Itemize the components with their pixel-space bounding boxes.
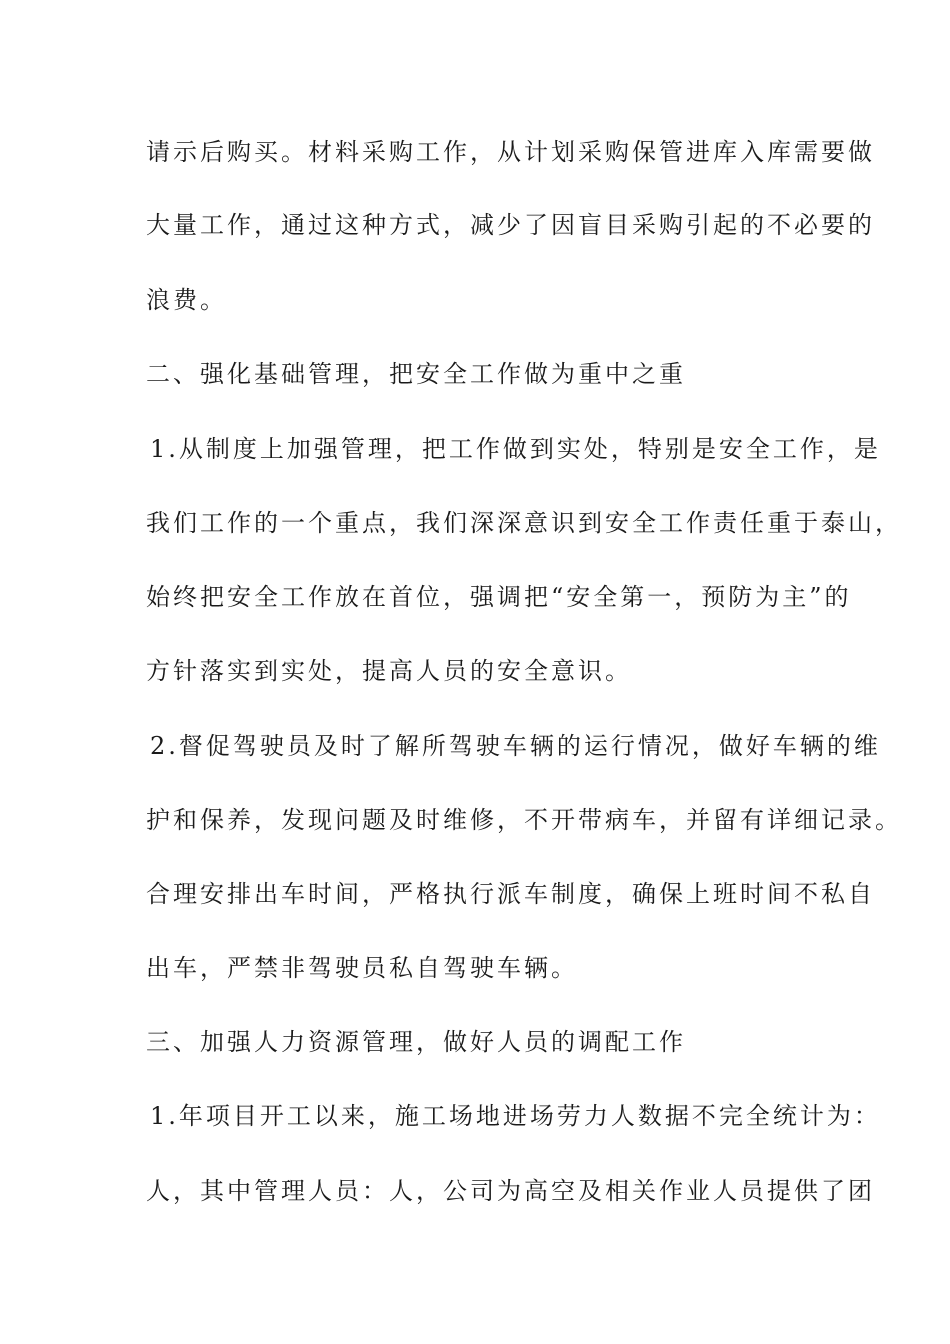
- text-line-10: 护和保养，发现问题及时维修，不开带病车，并留有详细记录。: [146, 806, 902, 834]
- text-line-6: 我们工作的一个重点，我们深深意识到安全工作责任重于泰山，: [146, 509, 902, 537]
- text-line-7: 始终把安全工作放在首位，强调把“安全第一，预防为主”的: [146, 583, 852, 611]
- text-line-3: 浪费。: [146, 286, 227, 314]
- text-line-9: 2.督促驾驶员及时了解所驾驶车辆的运行情况，做好车辆的维: [150, 732, 881, 760]
- text-line-12: 出车，严禁非驾驶员私自驾驶车辆。: [146, 954, 578, 982]
- text-line-2: 大量工作，通过这种方式，减少了因盲目采购引起的不必要的: [146, 211, 875, 239]
- text-line-14: 1.年项目开工以来，施工场地进场劳力人数据不完全统计为：: [150, 1102, 881, 1130]
- section-heading-3: 三、加强人力资源管理，做好人员的调配工作: [146, 1028, 686, 1056]
- text-line-15: 人，其中管理人员：人，公司为高空及相关作业人员提供了团: [146, 1177, 875, 1205]
- text-line-5: 1.从制度上加强管理，把工作做到实处，特别是安全工作，是: [150, 435, 881, 463]
- text-line-1: 请示后购买。材料采购工作，从计划采购保管进库入库需要做: [146, 138, 875, 166]
- text-line-8: 方针落实到实处，提高人员的安全意识。: [146, 657, 632, 685]
- text-line-11: 合理安排出车时间，严格执行派车制度，确保上班时间不私自: [146, 880, 875, 908]
- section-heading-2: 二、强化基础管理，把安全工作做为重中之重: [146, 360, 686, 388]
